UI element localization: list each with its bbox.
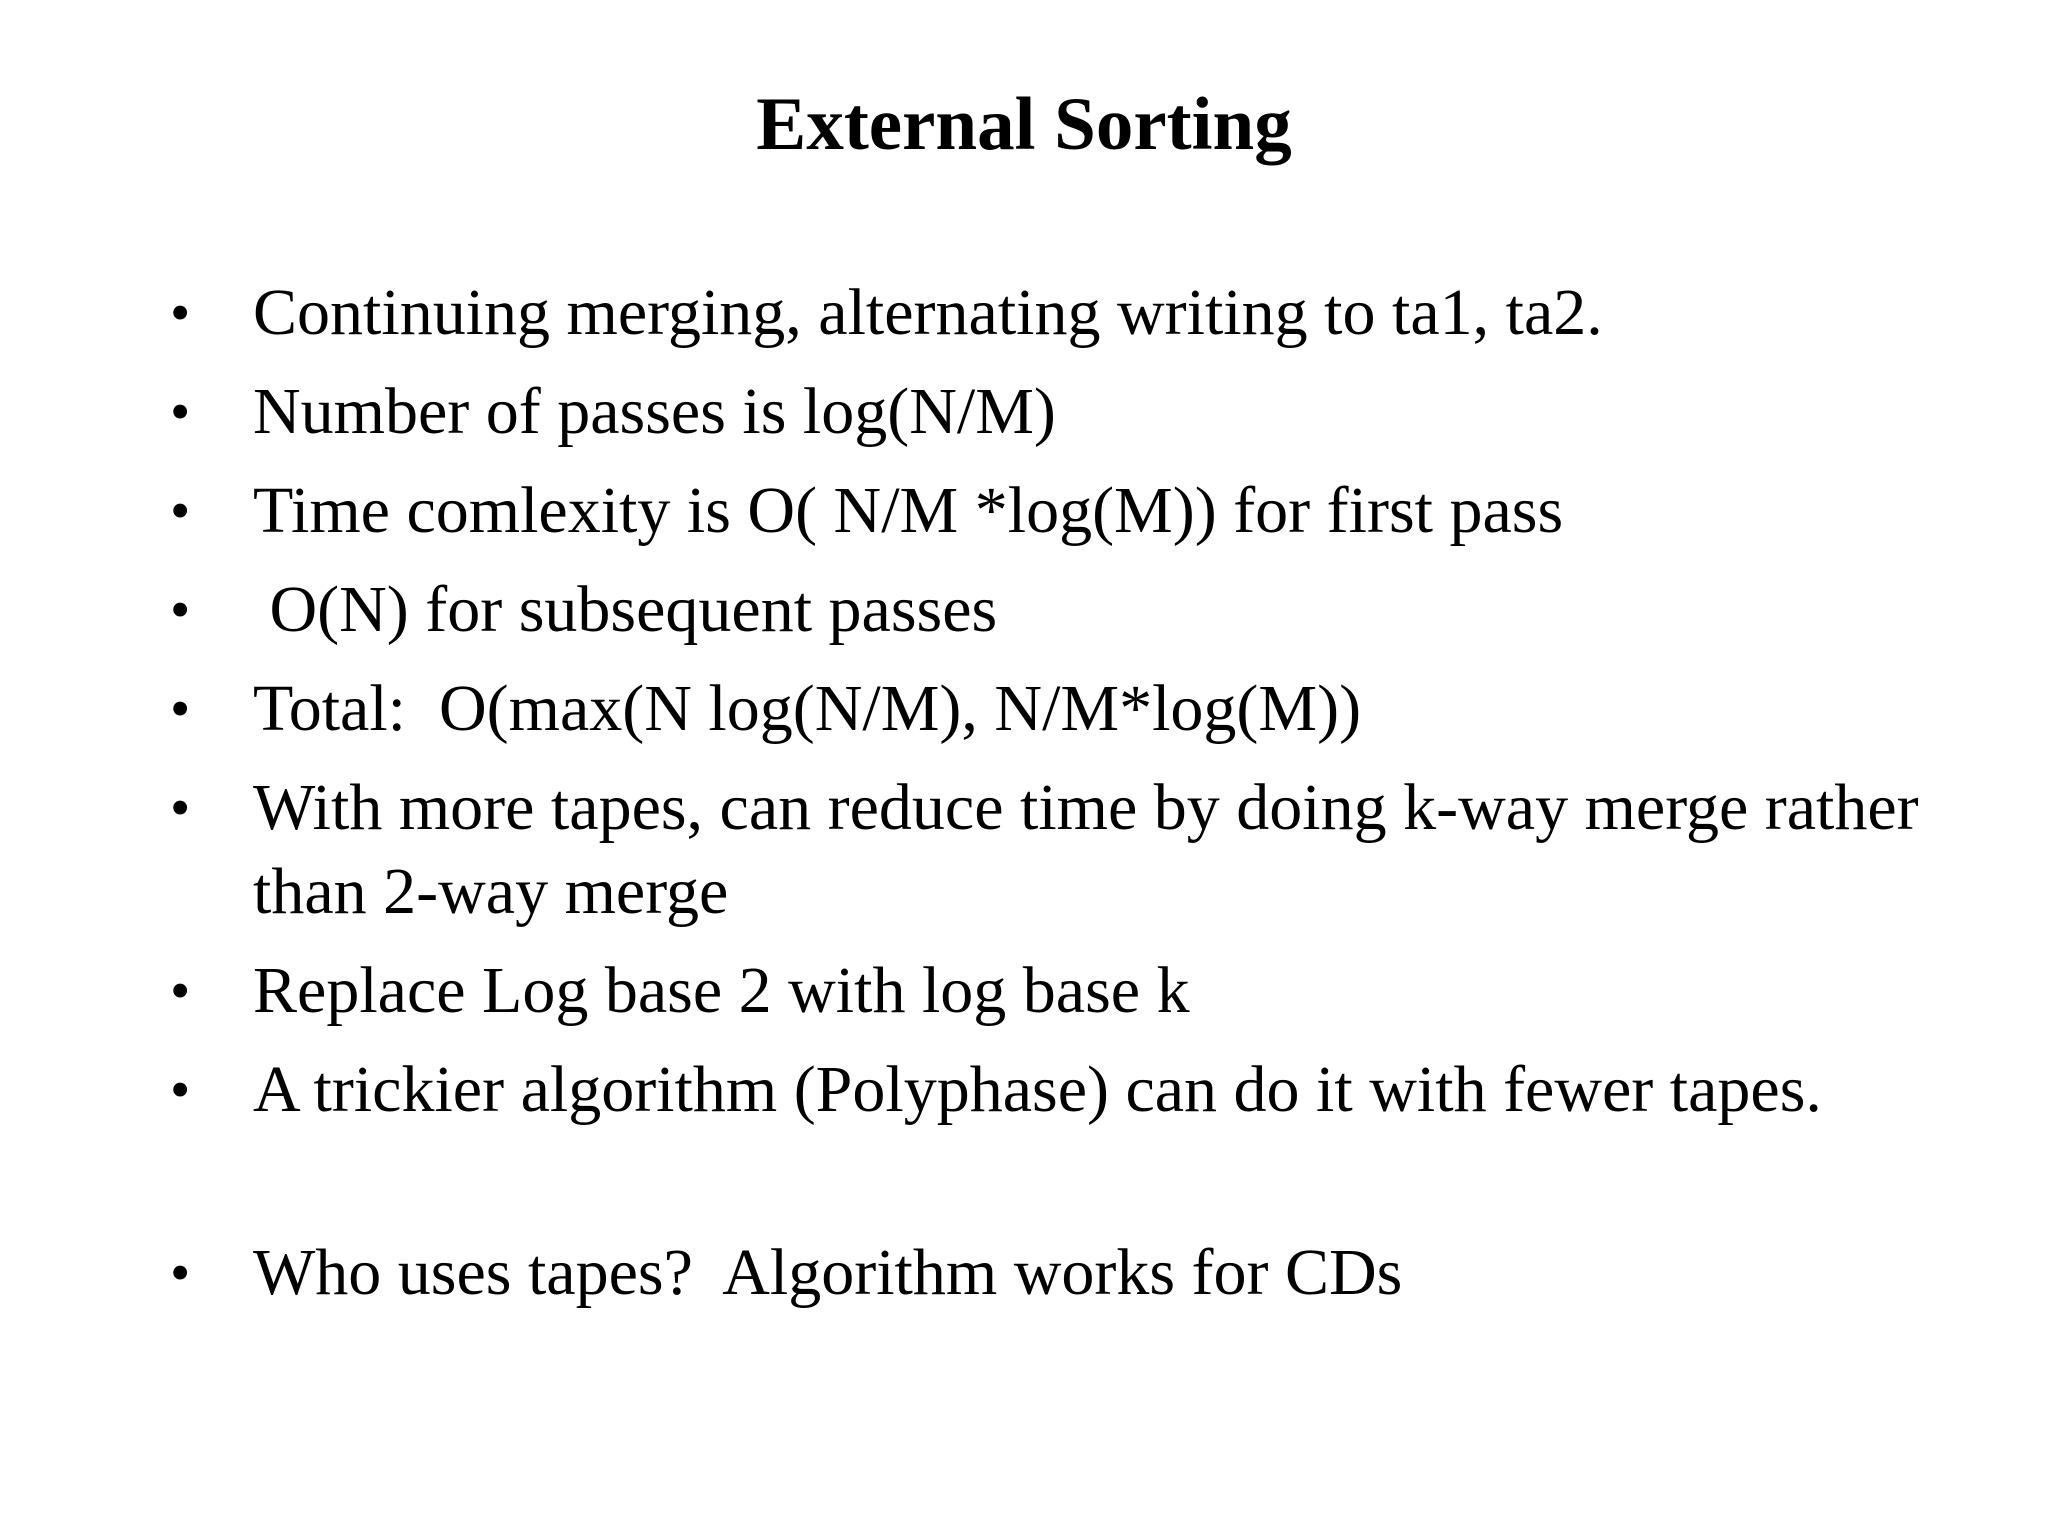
bullet-icon: • [170,478,191,543]
bullet-icon: • [170,775,191,840]
bullet-text: Total: O(max(N log(N/M), N/M*log(M)) [253,672,1362,745]
bullet-text: Replace Log base 2 with log base k [253,954,1190,1027]
bullet-text: Who uses tapes? Algorithm works for CDs [253,1236,1403,1309]
bullet-icon: • [170,379,191,444]
bullet-text: A trickier algorithm (Polyphase) can do it with fewer tapes. [253,1053,1822,1126]
bullet-text: With more tapes, can reduce time by doing k-way merge rather than 2-way merge [253,771,1936,928]
bullet-icon: • [170,676,191,741]
bullet-text: O(N) for subsequent passes [253,573,998,646]
bullet-icon: • [170,1240,191,1305]
bullet-icon: • [170,280,191,345]
bullet-text: Continuing merging, alternating writing to ta1, ta2. [253,276,1603,349]
bullet-icon: • [170,958,191,1023]
bullet-icon: • [170,577,191,642]
slide-title: External Sorting [756,83,1292,166]
bullet-text: Number of passes is log(N/M) [253,375,1056,448]
bullet-icon: • [170,1057,191,1122]
bullet-text: Time comlexity is O( N/M *log(M)) for first pass [253,474,1564,547]
